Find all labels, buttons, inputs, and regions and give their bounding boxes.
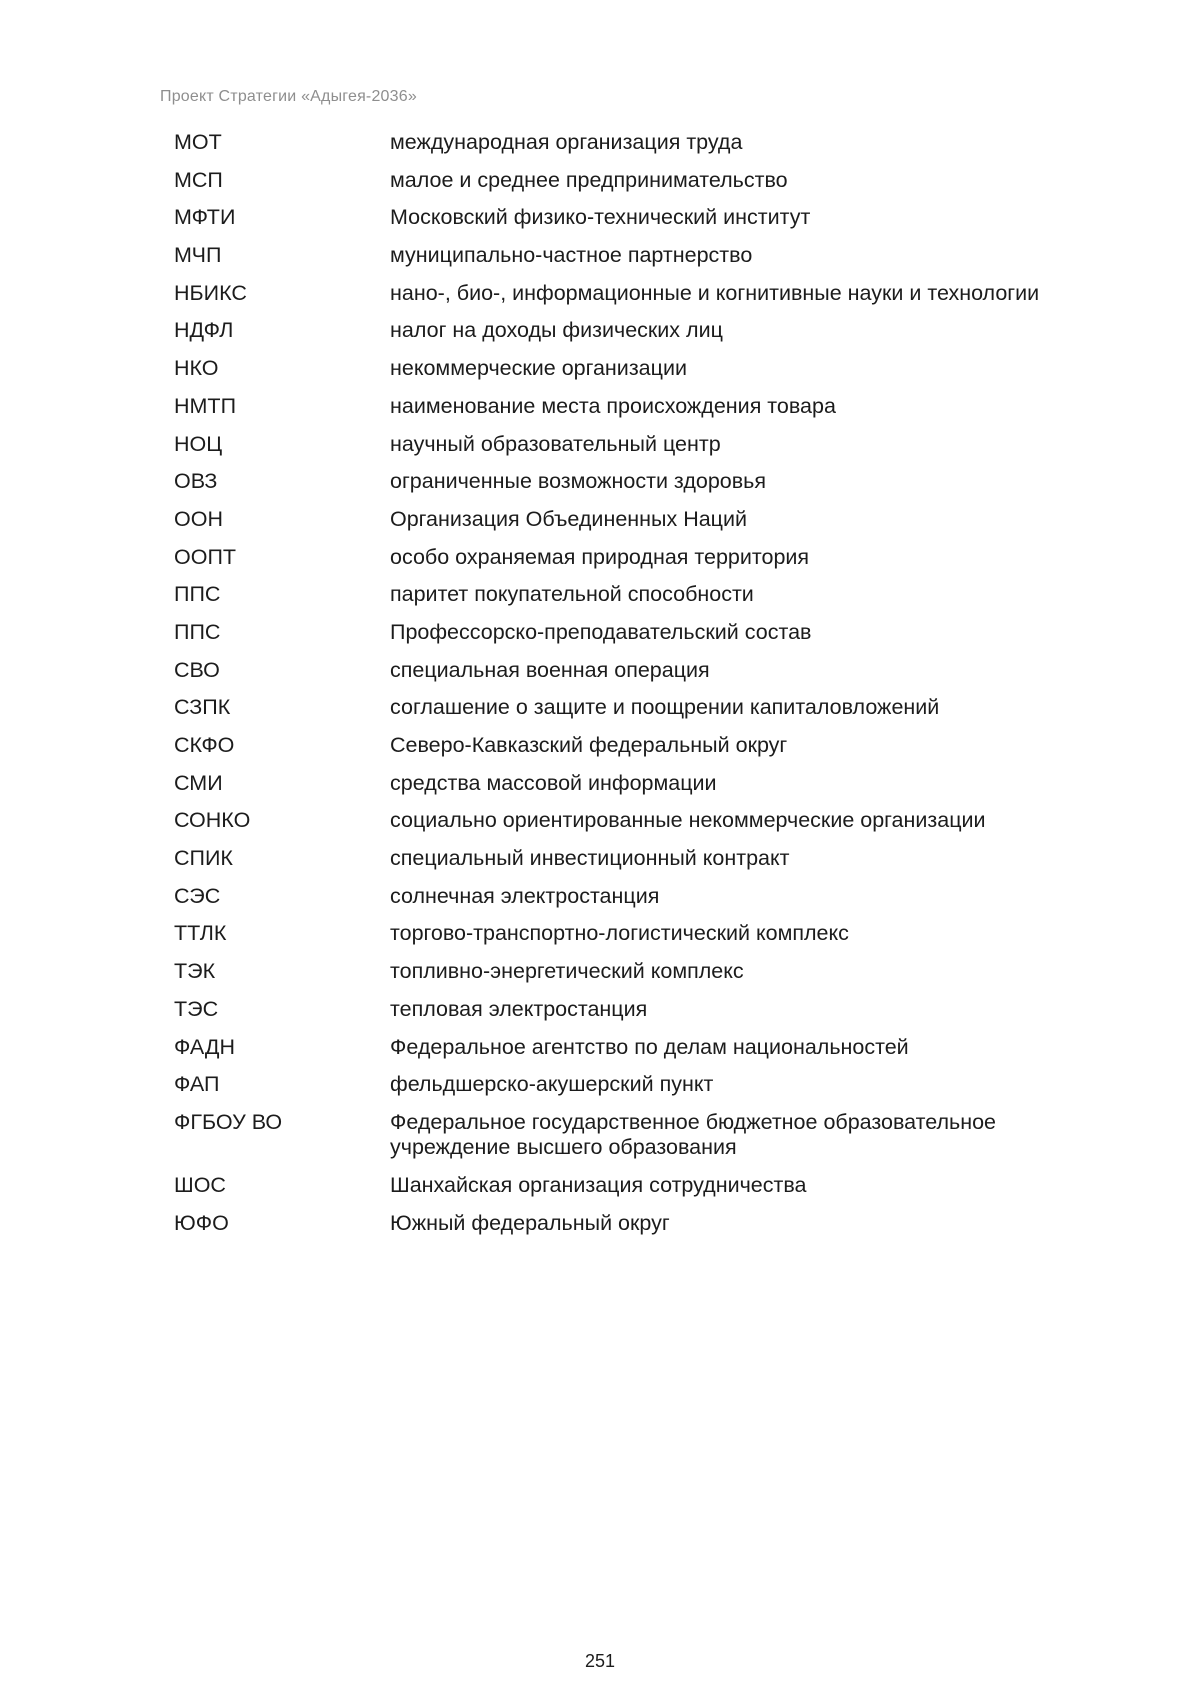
abbreviation-row — [174, 884, 1104, 910]
abbreviation-row — [174, 469, 1104, 495]
abbreviation-row — [174, 168, 1104, 194]
abbreviation-term: ШОС — [174, 1173, 226, 1198]
abbreviation-term: МЧП — [174, 243, 222, 268]
abbreviation-definition: научный образовательный центр — [390, 431, 721, 456]
abbreviation-definition: Северо-Кавказский федеральный округ — [390, 733, 788, 757]
abbreviation-row — [174, 771, 1104, 797]
abbreviation-term: СКФО — [174, 733, 235, 757]
abbreviation-row — [174, 1035, 1104, 1061]
abbreviation-row — [174, 356, 1104, 382]
abbreviation-definition: средства массовой информации — [390, 770, 717, 795]
abbreviation-term: СЭС — [174, 883, 221, 908]
abbreviation-definition: муниципально-частное партнерство — [390, 243, 753, 268]
abbreviation-term: ФАП — [174, 1072, 220, 1097]
abbreviation-row — [174, 695, 1104, 721]
abbreviation-term: ТЭС — [174, 996, 219, 1021]
abbreviation-definition: Шанхайская организация сотрудничества — [390, 1173, 807, 1198]
abbreviation-term: МОТ — [174, 130, 222, 154]
abbreviation-definition: фельдшерско-акушерский пункт — [390, 1072, 714, 1097]
abbreviation-term: НОЦ — [174, 431, 223, 456]
abbreviation-term: ТЭК — [174, 959, 216, 984]
abbreviation-term: МФТИ — [174, 205, 236, 230]
abbreviation-row — [174, 808, 1104, 834]
abbreviation-definition: особо охраняемая природная территория — [390, 544, 810, 569]
abbreviation-row — [174, 394, 1104, 420]
abbreviation-term: ТТЛК — [174, 921, 227, 946]
abbreviation-row — [174, 658, 1104, 684]
abbreviation-term: ППС — [174, 619, 221, 644]
abbreviation-term: СВО — [174, 657, 220, 682]
abbreviation-definition: тепловая электростанция — [390, 996, 648, 1021]
abbreviation-definition: специальная военная операция — [390, 657, 710, 682]
abbreviation-definition: солнечная электростанция — [390, 883, 660, 908]
abbreviation-row — [174, 1211, 1104, 1237]
abbreviation-definition: паритет покупательной способности — [390, 582, 754, 607]
abbreviation-row — [174, 959, 1104, 985]
abbreviation-definition: топливно-энергетический комплекс — [390, 959, 744, 984]
abbreviation-definition: международная организация труда — [390, 130, 743, 154]
abbreviation-term: ФАДН — [174, 1034, 236, 1059]
abbreviation-term: СПИК — [174, 846, 233, 871]
abbreviation-list — [174, 130, 1104, 1248]
abbreviation-row — [174, 243, 1104, 269]
abbreviation-definition: ограниченные возможности здоровья — [390, 469, 766, 494]
abbreviation-row — [174, 318, 1104, 344]
abbreviation-term: СЗПК — [174, 695, 231, 720]
abbreviation-term: СОНКО — [174, 808, 251, 833]
abbreviation-definition: наименование места происхождения товара — [390, 393, 836, 418]
abbreviation-row — [174, 1173, 1104, 1199]
abbreviation-row — [174, 997, 1104, 1023]
abbreviation-definition: налог на доходы физических лиц — [390, 318, 723, 343]
abbreviation-term: ООН — [174, 506, 223, 531]
abbreviation-definition: Федеральное агентство по делам национальностей — [390, 1034, 909, 1059]
abbreviation-row — [174, 545, 1104, 571]
abbreviation-row — [174, 432, 1104, 458]
abbreviation-definition: соглашение о защите и поощрении капиталовложений — [390, 695, 940, 720]
abbreviation-row — [174, 205, 1104, 231]
abbreviation-definition: некоммерческие организации — [390, 356, 687, 381]
abbreviation-term: НДФЛ — [174, 318, 234, 343]
abbreviation-definition: Южный федеральный округ — [390, 1210, 670, 1235]
abbreviation-term: ППС — [174, 582, 221, 607]
abbreviation-term: ООПТ — [174, 544, 237, 569]
abbreviation-definition: Московский физико-технический институт — [390, 205, 811, 230]
abbreviation-definition: малое и среднее предпринимательство — [390, 167, 788, 192]
abbreviation-definition: нано-, био-, информационные и когнитивные науки и технологии — [390, 280, 1040, 305]
page-header: Проект Стратегии «Адыгея-2036» — [160, 88, 417, 105]
abbreviation-term: НМТП — [174, 393, 237, 418]
abbreviation-definition: Организация Объединенных Наций — [390, 506, 748, 531]
page-number: 251 — [584, 1651, 616, 1671]
abbreviation-term: НБИКС — [174, 280, 247, 305]
abbreviation-definition: торгово-транспортно-логистический комплекс — [390, 921, 849, 946]
abbreviation-term: ОВЗ — [174, 469, 218, 494]
abbreviation-row — [174, 507, 1104, 533]
abbreviation-row — [174, 582, 1104, 608]
abbreviation-row — [174, 130, 1104, 156]
abbreviation-term: ЮФО — [174, 1210, 229, 1235]
abbreviation-row — [174, 733, 1104, 759]
abbreviation-row — [174, 281, 1104, 307]
abbreviation-definition: Федеральное государственное бюджетное образовательное учреждение высшего образования — [390, 1109, 997, 1160]
abbreviation-row — [174, 620, 1104, 646]
abbreviation-term: НКО — [174, 356, 219, 381]
abbreviation-term: СМИ — [174, 770, 223, 795]
abbreviation-row — [174, 846, 1104, 872]
abbreviation-term: МСП — [174, 167, 223, 192]
abbreviation-row — [174, 1072, 1104, 1098]
abbreviation-definition: социально ориентированные некоммерческие организации — [390, 808, 986, 833]
abbreviation-definition: специальный инвестиционный контракт — [390, 846, 790, 871]
abbreviation-row — [174, 1110, 1104, 1161]
abbreviation-row — [174, 921, 1104, 947]
abbreviation-term: ФГБОУ ВО — [174, 1109, 283, 1134]
abbreviation-definition: Профессорско-преподавательский состав — [390, 619, 812, 644]
